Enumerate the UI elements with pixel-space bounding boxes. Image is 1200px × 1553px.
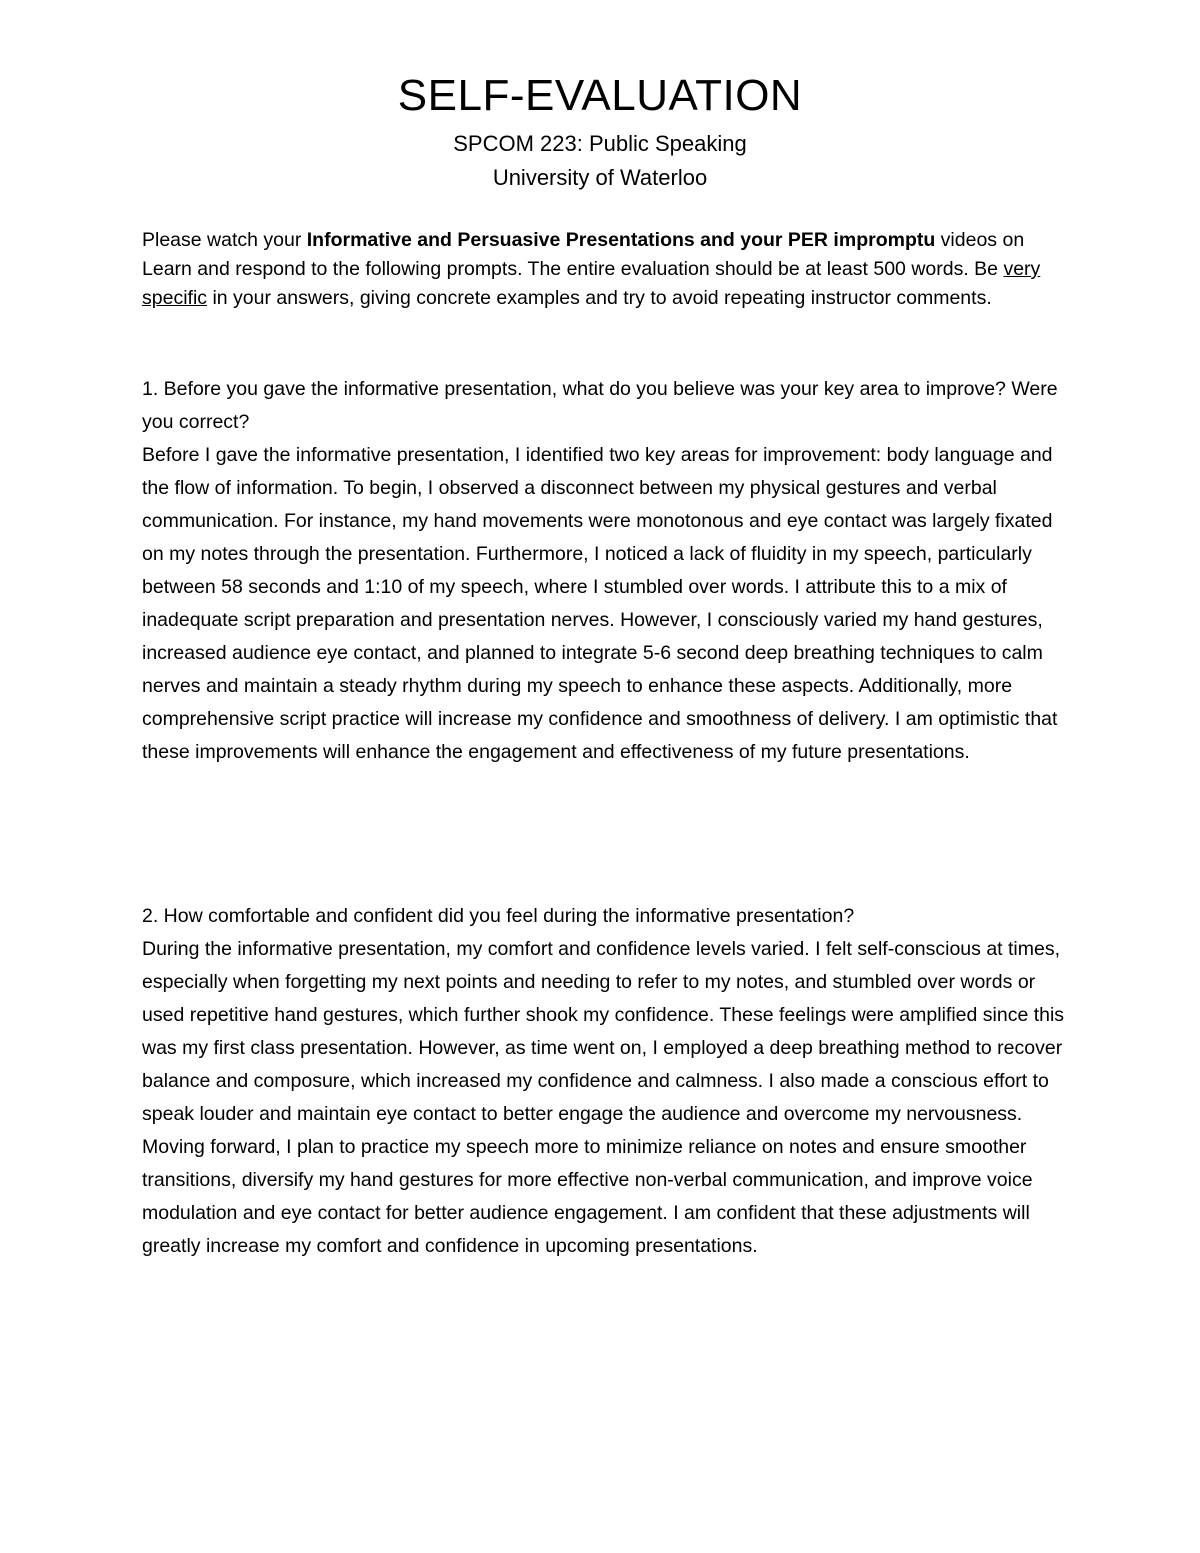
instructions-text-3: in your answers, giving concrete examples and try to avoid repeating instructor comments.	[207, 287, 992, 309]
course-name: SPCOM 223: Public Speaking	[453, 131, 747, 156]
instructions-text-2: videos on Learn and respond to the following prompts. The entire evaluation should be at least 500 words. Be	[142, 229, 1025, 280]
question-1-prompt: 1. Before you gave the informative presentation, what do you believe was your key area to improve? Were you correct?	[142, 378, 1058, 433]
question-1-answer: Before I gave the informative presentation, I identified two key areas for improvement: body language and the flow of information. To begin, I observed a disconnect between my physical gestures and verbal communication. For instance, my hand movements were monotonous and eye contact was largely fixated on my notes through the presentation. Furthermore, I noticed a lack of fluidity in my speech, particularly between 58 seconds and 1:10 of my speech, where I stumbled over words. I attribute this to a mix of inadequate script preparation and presentation nerves. However, I consciously varied my hand gestures, increased audience eye contact, and planned to integrate 5-6 second deep breathing techniques to calm nerves and maintain a steady rhythm during my speech to enhance these aspects. Additionally, more comprehensive script practice will increase my confidence and smoothness of delivery. I am optimistic that these improvements will enhance the engagement and effectiveness of my future presentations.	[142, 444, 1058, 763]
instructions-underlined-text: very specific	[142, 258, 1041, 309]
question-2-prompt: 2. How comfortable and confident did you feel during the informative presentation?	[142, 905, 855, 927]
university-name: University of Waterloo	[492, 165, 708, 190]
question-2-section	[142, 900, 1072, 1263]
instructions-text-1: Please watch your	[142, 229, 307, 251]
question-2-answer: During the informative presentation, my comfort and confidence levels varied. I felt self-conscious at times, especially when forgetting my next points and needing to refer to my notes, and stumbled over words or used repetitive hand gestures, which further shook my confidence. These feelings were amplified since this was my first class presentation. However, as time went on, I employed a deep breathing method to recover balance and composure, which increased my confidence and calmness. I also made a conscious effort to speak louder and maintain eye contact to better engage the audience and overcome my nervousness. Moving forward, I plan to practice my speech more to minimize reliance on notes and ensure smoother transitions, diversify my hand gestures for more effective non-verbal communication, and improve voice modulation and eye contact for better audience engagement. I am confident that these adjustments will greatly increase my comfort and confidence in upcoming presentations.	[142, 938, 1065, 1257]
document-title: SELF-EVALUATION	[397, 71, 803, 120]
instructions-paragraph	[142, 226, 1072, 313]
question-1-section	[142, 373, 1072, 769]
instructions-bold-text: Informative and Persuasive Presentations and your PER impromptu	[306, 229, 936, 251]
